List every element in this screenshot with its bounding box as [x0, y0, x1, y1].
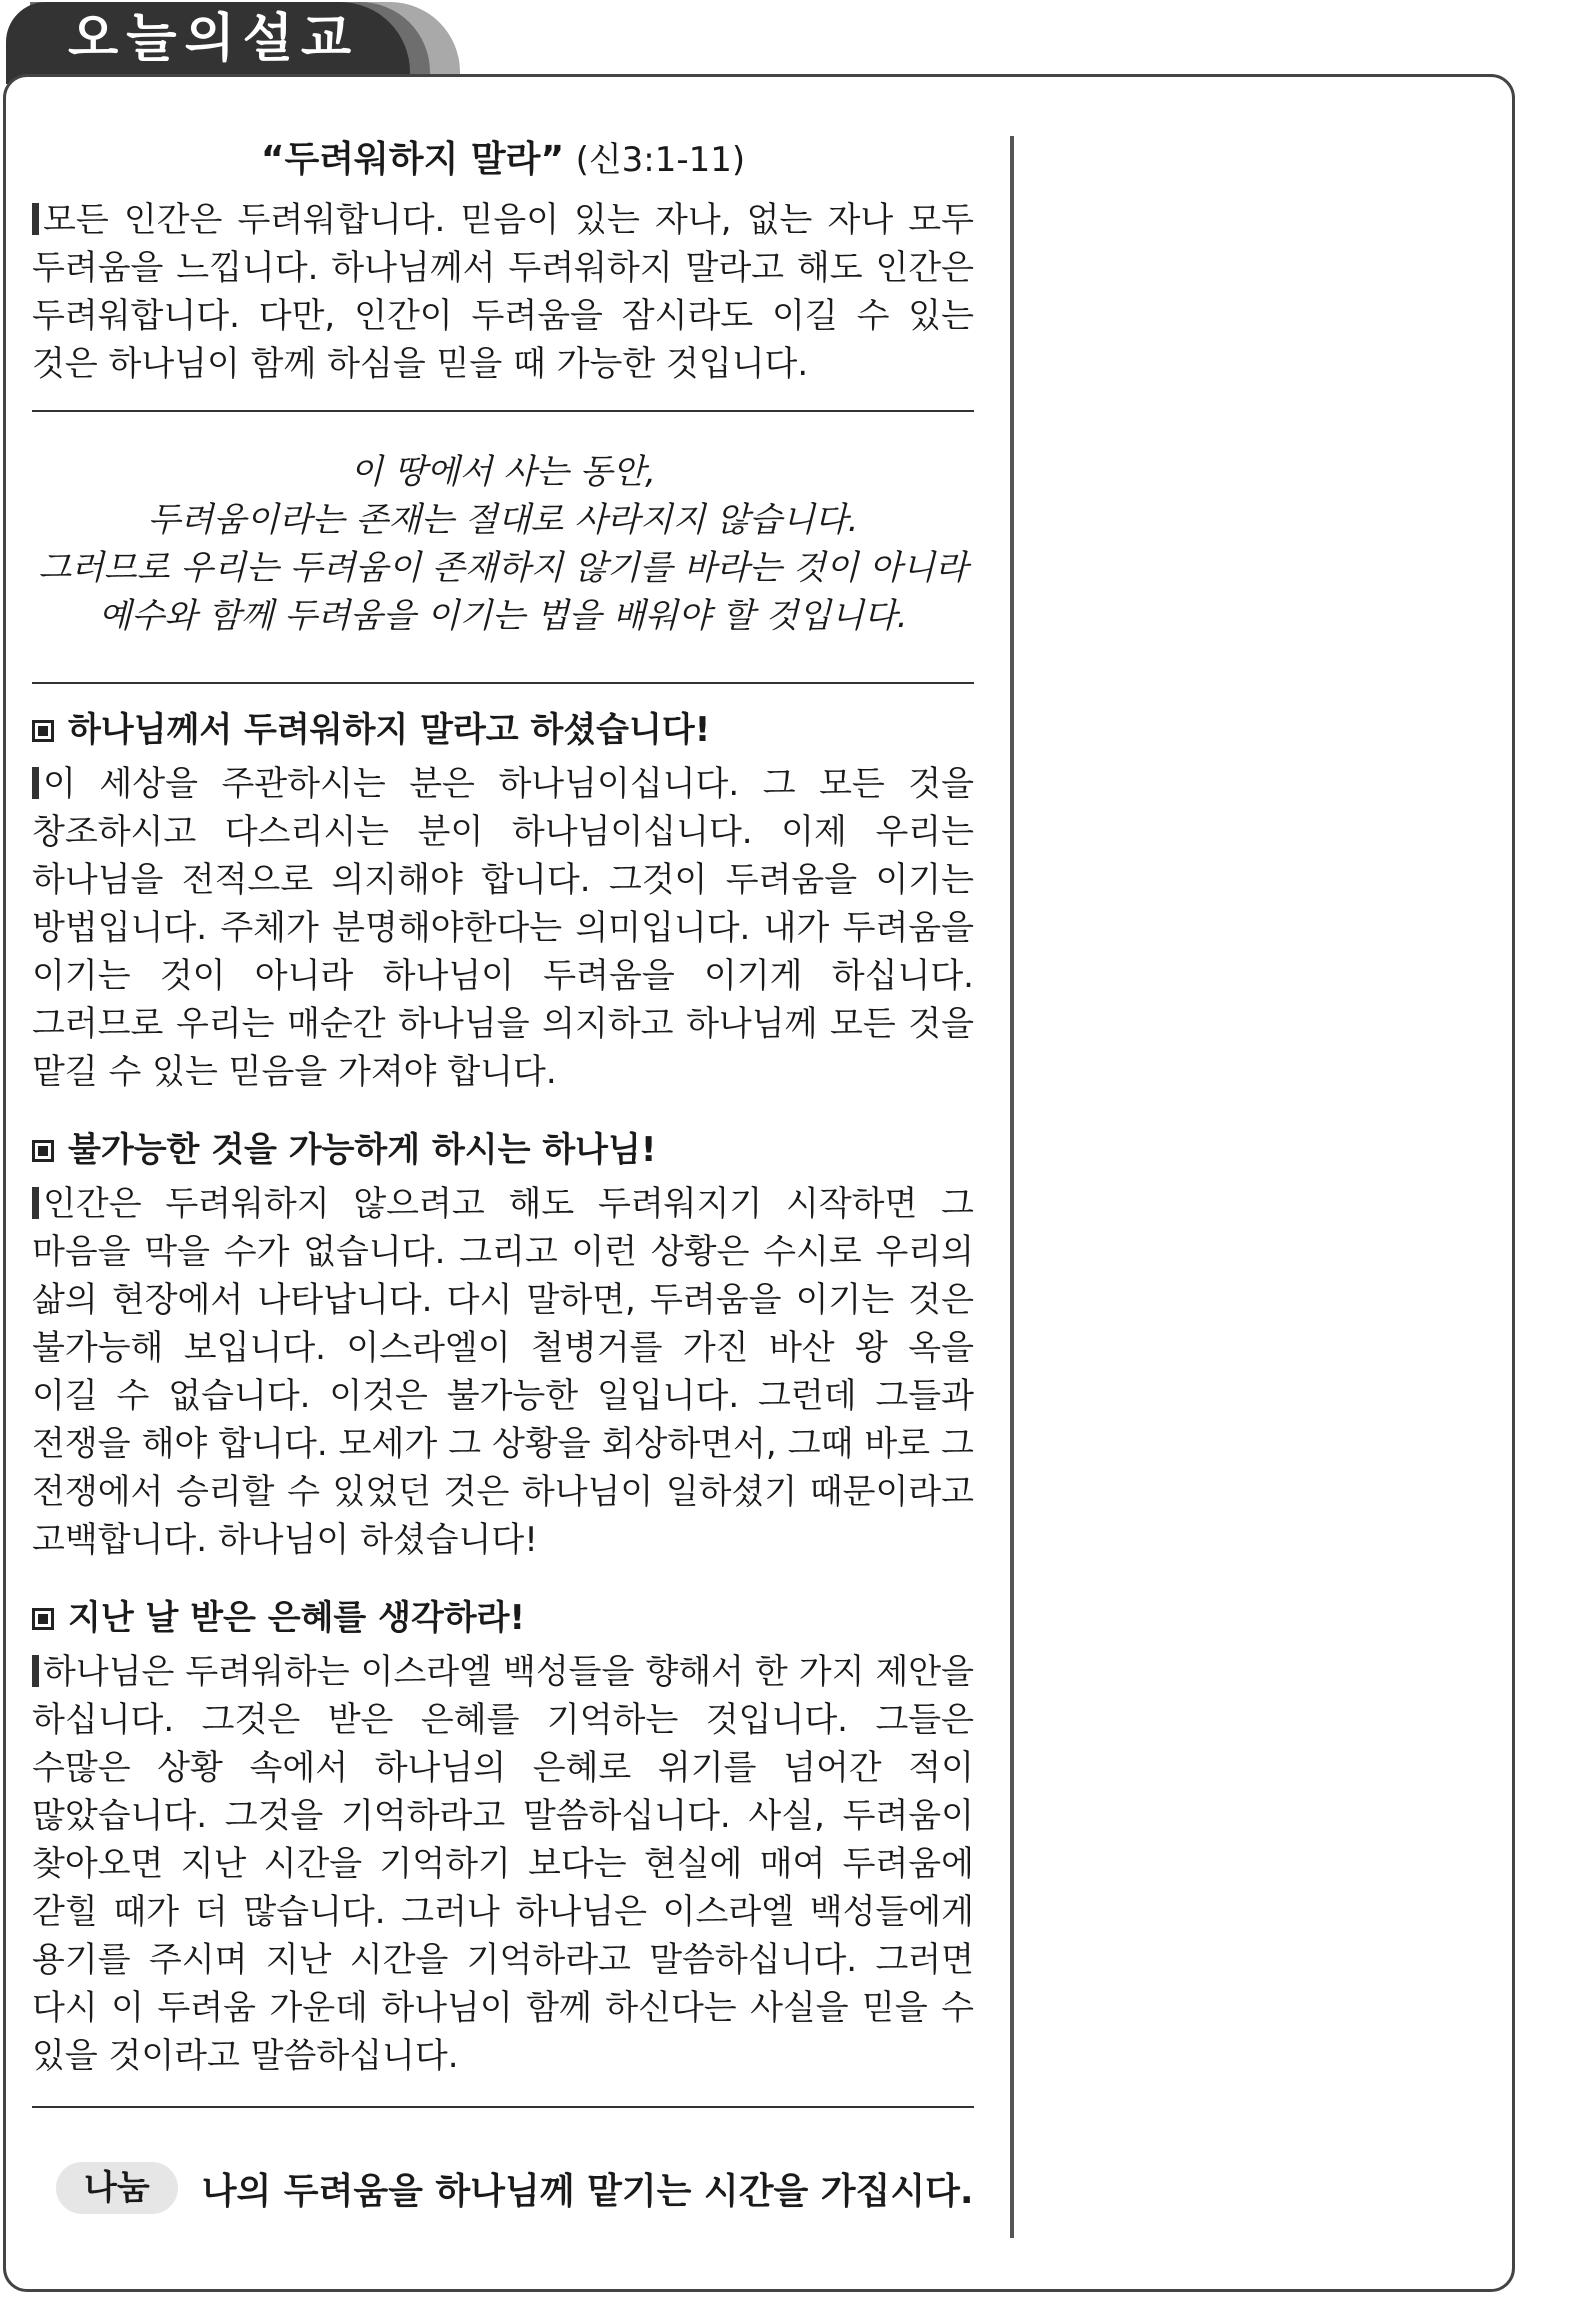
scripture-reference: (신3:1-11) — [575, 140, 746, 180]
quote-line: 두려움이라는 존재는 절대로 사라지지 않습니다. — [147, 500, 859, 540]
section-heading-text: 지난 날 받은 은혜를 생각하라! — [68, 1598, 525, 1638]
header-tab-title: 오늘의설교 — [6, 2, 410, 84]
section-paragraph — [32, 1180, 974, 1564]
divider-rule — [32, 410, 974, 412]
section-body-text: 인간은 두려워하지 않으려고 해도 두려워지기 시작하면 그 마음을 막을 수가 없습니다. 그리고 이런 상황은 수시로 우리의 삶의 현장에서 나타납니다. 다시 말하면, 두려움을 이기는 것은 불가능해 보입니다. 이스라엘이 철병거를 가진 바산 왕 옥을 이길 수 없습니다. 이것은 불가능한 일입니다. 그런데 그들과 전쟁을 해야 합니다. 모세가 그 상황을 회상하면서, 그때 바로 그 전쟁에서 승리할 수 있었던 것은 하나님이 일하셨기 때문이라고 고백합니다. 하나님이 하셨습니다! — [32, 1184, 974, 1560]
sermon-title-text: “두려워하지 말라” — [260, 139, 565, 180]
sermon-column — [32, 130, 974, 2216]
section-heading-text: 하나님께서 두려워하지 말라고 하셨습니다! — [68, 710, 711, 750]
quote-line: 이 땅에서 사는 동안, — [350, 452, 656, 492]
share-row — [32, 2160, 974, 2216]
divider-rule — [32, 682, 974, 684]
share-text: 나의 두려움을 하나님께 맡기는 시간을 가집시다. — [201, 2170, 974, 2212]
square-bullet-icon — [32, 1140, 54, 1162]
section-body-text: 이 세상을 주관하시는 분은 하나님이십니다. 그 모든 것을 창조하시고 다스리시는 분이 하나님이십니다. 이제 우리는 하나님을 전적으로 의지해야 합니다. 그것이 두려움을 이기는 방법입니다. 주체가 분명해야한다는 의미입니다. 내가 두려움을 이기는 것이 아니라 하나님이 두려움을 이기게 하십니다. 그러므로 우리는 매순간 하나님을 의지하고 하나님께 모든 것을 맡길 수 있는 믿음을 가져야 합니다. — [32, 764, 974, 1092]
section-heading-text: 불가능한 것을 가능하게 하시는 하나님! — [68, 1130, 657, 1170]
section-heading — [32, 1126, 974, 1174]
intro-text: 모든 인간은 두려워합니다. 믿음이 있는 자나, 없는 자나 모두 두려움을 느낍니다. 하나님께서 두려워하지 말라고 해도 인간은 두려워합니다. 다만, 인간이 두려움을 잠시라도 이길 수 있는 것은 하나님이 함께 하심을 믿을 때 가능한 것입니다. — [32, 200, 974, 384]
column-divider — [1010, 136, 1014, 2238]
quote-line: 그러므로 우리는 두려움이 존재하지 않기를 바라는 것이 아니라 — [38, 548, 968, 588]
section-paragraph — [32, 1648, 974, 2080]
section-paragraph — [32, 760, 974, 1096]
paragraph-bar-icon — [32, 1655, 39, 1687]
divider-rule — [32, 2106, 974, 2108]
section-heading — [32, 706, 974, 754]
square-bullet-icon — [32, 1608, 54, 1630]
section-heading — [32, 1594, 974, 1642]
quote-block — [32, 448, 974, 640]
quote-line: 예수와 함께 두려움을 이기는 법을 배워야 할 것입니다. — [98, 596, 908, 636]
sermon-title — [32, 130, 974, 190]
section-body-text: 하나님은 두려워하는 이스라엘 백성들을 향해서 한 가지 제안을 하십니다. 그것은 받은 은혜를 기억하는 것입니다. 그들은 수많은 상황 속에서 하나님의 은혜로 위기를 넘어간 적이 많았습니다. 그것을 기억하라고 말씀하십니다. 사실, 두려움이 찾아오면 지난 시간을 기억하기 보다는 현실에 매여 두려움에 갇힐 때가 더 많습니다. 그러나 하나님은 이스라엘 백성들에게 용기를 주시며 지난 시간을 기억하라고 말씀하십니다. 그러면 다시 이 두려움 가운데 하나님이 함께 하신다는 사실을 믿을 수 있을 것이라고 말씀하십니다. — [32, 1652, 974, 2076]
paragraph-bar-icon — [32, 767, 39, 799]
share-badge: 나눔 — [56, 2162, 178, 2214]
paragraph-bar-icon — [32, 203, 39, 235]
square-bullet-icon — [32, 720, 54, 742]
intro-paragraph — [32, 196, 974, 388]
paragraph-bar-icon — [32, 1187, 39, 1219]
